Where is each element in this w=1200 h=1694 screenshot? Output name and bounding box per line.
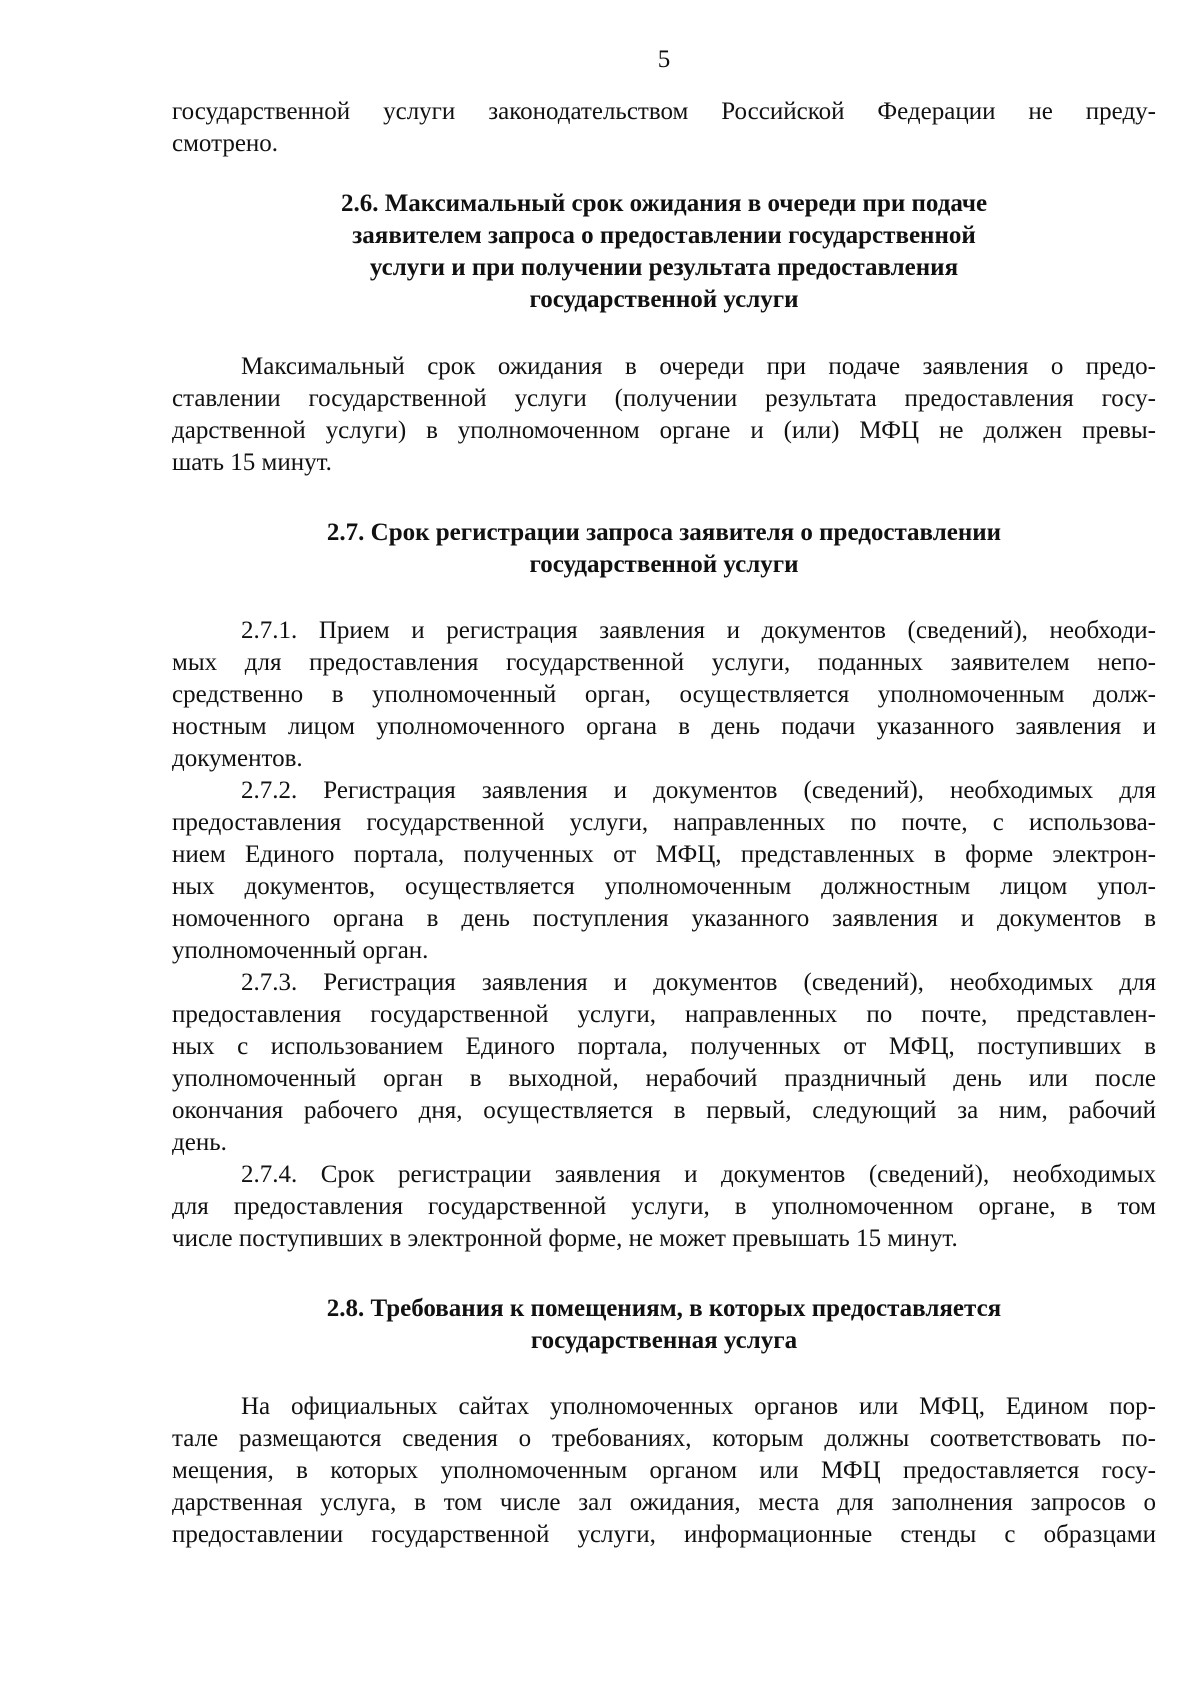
- section-2-7-body-line: ностным лицом уполномоченного органа в день подачи указанного заявления и: [172, 713, 1156, 740]
- section-2-6-heading: заявителем запроса о предоставлении государственной: [352, 222, 976, 249]
- section-2-7-body-line: 2.7.3. Регистрация заявления и документов (сведений), необходимых для: [241, 969, 1156, 996]
- intro-line: государственной услуги законодательством Российской Федерации не преду-: [172, 98, 1156, 125]
- section-2-7-body-line: 2.7.1. Прием и регистрация заявления и документов (сведений), необходи-: [241, 617, 1156, 644]
- section-2-8-body-line: мещения, в которых уполномоченным органом или МФЦ предоставляется госу-: [172, 1457, 1156, 1484]
- section-2-6-heading: 2.6. Максимальный срок ожидания в очереди при подаче: [340, 190, 988, 217]
- section-2-7-body-line: числе поступивших в электронной форме, не может превышать 15 минут.: [172, 1225, 958, 1252]
- section-2-7-body-line: уполномоченный орган.: [172, 937, 429, 964]
- section-2-6-body-line: ставлении государственной услуги (получении результата предоставления госу-: [172, 385, 1156, 412]
- section-2-8-body-line: тале размещаются сведения о требованиях, которым должны соответствовать по-: [172, 1425, 1156, 1452]
- section-2-7-body-line: средственно в уполномоченный орган, осуществляется уполномоченным долж-: [172, 681, 1156, 708]
- section-2-7-body-line: уполномоченный орган в выходной, нерабочий праздничный день или после: [172, 1065, 1156, 1092]
- section-2-7-body-line: номоченного органа в день поступления указанного заявления и документов в: [172, 905, 1156, 932]
- section-2-6-heading: услуги и при получении результата предоставления: [369, 254, 959, 281]
- section-2-6-body-line: дарственной услуги) в уполномоченном органе и (или) МФЦ не должен превы-: [172, 417, 1156, 444]
- section-2-6-body-line: шать 15 минут.: [172, 449, 332, 476]
- section-2-7-body-line: мых для предоставления государственной услуги, поданных заявителем непо-: [172, 649, 1156, 676]
- section-2-7-body-line: предоставления государственной услуги, направленных по почте, представлен-: [172, 1001, 1156, 1028]
- section-2-7-body-line: 2.7.2. Регистрация заявления и документов (сведений), необходимых для: [241, 777, 1156, 804]
- page-number: 5: [657, 46, 671, 73]
- section-2-7-body-line: ных с использованием Единого портала, полученных от МФЦ, поступивших в: [172, 1033, 1156, 1060]
- section-2-7-body-line: документов.: [172, 745, 303, 772]
- section-2-8-body-line: дарственная услуга, в том числе зал ожидания, места для заполнения запросов о: [172, 1489, 1156, 1516]
- section-2-7-heading: 2.7. Срок регистрации запроса заявителя о предоставлении: [326, 519, 1002, 546]
- intro-line: смотрено.: [172, 130, 279, 157]
- section-2-7-body-line: 2.7.4. Срок регистрации заявления и документов (сведений), необходимых: [241, 1161, 1156, 1188]
- section-2-7-body-line: день.: [172, 1129, 227, 1156]
- section-2-7-heading: государственной услуги: [529, 551, 799, 578]
- section-2-8-body-line: На официальных сайтах уполномоченных органов или МФЦ, Едином пор-: [241, 1393, 1156, 1420]
- section-2-6-heading: государственной услуги: [529, 286, 799, 313]
- section-2-8-heading: 2.8. Требования к помещениям, в которых предоставляется: [326, 1295, 1002, 1322]
- section-2-7-body-line: нием Единого портала, полученных от МФЦ, представленных в форме электрон-: [172, 841, 1156, 868]
- section-2-7-body-line: окончания рабочего дня, осуществляется в первый, следующий за ним, рабочий: [172, 1097, 1156, 1124]
- section-2-7-body-line: ных документов, осуществляется уполномоченным должностным лицом упол-: [172, 873, 1156, 900]
- section-2-7-body-line: для предоставления государственной услуги, в уполномоченном органе, в том: [172, 1193, 1156, 1220]
- section-2-7-body-line: предоставления государственной услуги, направленных по почте, с использова-: [172, 809, 1156, 836]
- section-2-8-heading: государственная услуга: [530, 1327, 798, 1354]
- section-2-8-body-line: предоставлении государственной услуги, информационные стенды с образцами: [172, 1521, 1156, 1548]
- section-2-6-body-line: Максимальный срок ожидания в очереди при подаче заявления о предо-: [241, 353, 1156, 380]
